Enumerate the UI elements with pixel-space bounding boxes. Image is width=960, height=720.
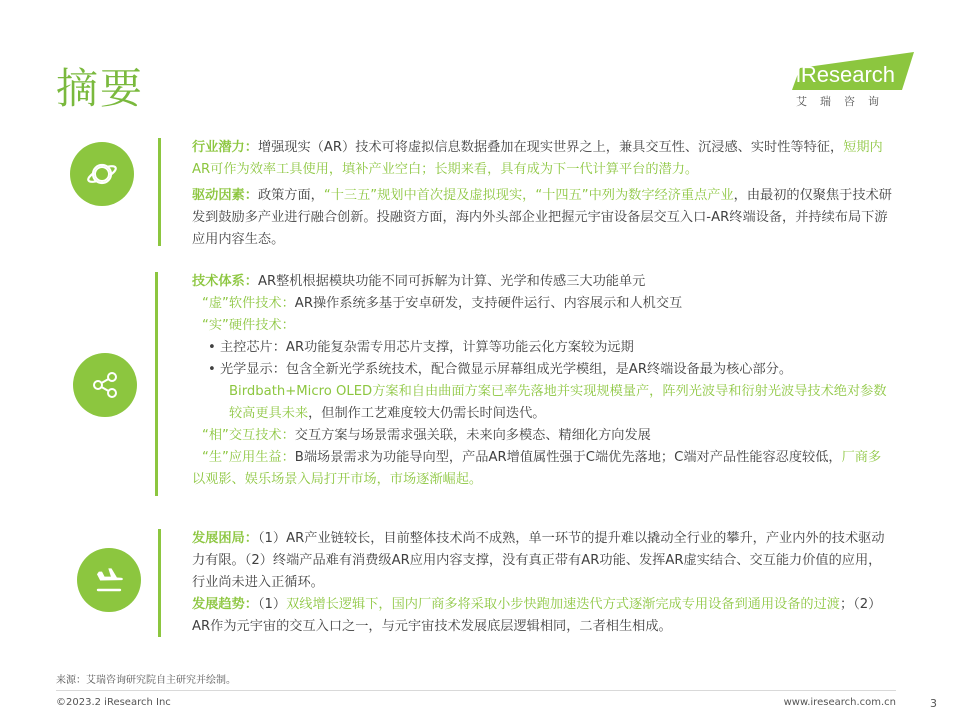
logo-subtitle: 艾瑞咨询: [796, 95, 892, 108]
development-dilemma-label: 发展困局：: [192, 531, 258, 546]
page-title: 摘要: [56, 64, 145, 113]
optical-display-detail: [192, 381, 892, 425]
interaction-tech-label: “相”交互技术：: [202, 428, 295, 443]
section2-divider: [155, 272, 158, 496]
application-tech: [192, 447, 892, 491]
main-chip-item: [202, 337, 892, 359]
optical-display-highlight: Birdbath+Micro OLED方案和自由曲面方案已率先落地并实现规模量产，阵列光波导和衍射光波导技术绝对参数较高更具未来: [229, 384, 887, 421]
development-trend-highlight: 双线增长逻辑下，国内厂商多将采取小步快跑加速迭代方式逐渐完成专用设备到通用设备的过渡: [286, 597, 840, 612]
development-trend: [192, 594, 892, 638]
bullet: •: [208, 362, 216, 377]
source-note: 来源：艾瑞咨询研究院自主研究并绘制。: [56, 675, 236, 686]
software-tech: [192, 293, 892, 315]
copyright: ©2023.2 iResearch Inc: [56, 697, 171, 708]
section1-icon-circle: [70, 142, 134, 206]
driving-factors: [192, 185, 892, 251]
page-number: 3: [930, 697, 937, 710]
website-link[interactable]: www.iresearch.com.cn: [783, 697, 896, 708]
section3-divider: [158, 529, 161, 637]
application-tech-highlight: 厂商多以观影、娱乐场景入局打开市场，市场逐渐崛起。: [192, 450, 882, 487]
optical-display-item: [202, 359, 892, 381]
optical-display-detail-text: ，但制作工艺难度较大仍需长时间迭代。: [308, 406, 546, 421]
airplane-landing-icon: [92, 563, 126, 597]
development-dilemma-text: （1）AR产业链较长，目前整体技术尚不成熟，单一环节的提升难以撬动全行业的攀升，产业内外的技术驱动力有限。（2）终端产品难有消费级AR应用内容支撑，没有真正带有AR功能、发挥AR虚实结合、交互能力价值的应用，行业尚未进入正循环。: [192, 531, 885, 590]
industry-potential-highlight: 短期内AR可作为效率工具使用，填补产业空白；长期来看，具有成为下一代计算平台的潜力。: [192, 140, 883, 177]
tech-system-label: 技术体系：: [192, 274, 258, 289]
planet-icon: [85, 157, 119, 191]
section1-text: [192, 137, 892, 251]
section3-text: [192, 528, 892, 638]
development-trend-label: 发展趋势：: [192, 597, 258, 612]
section2-text: [192, 271, 892, 491]
industry-potential-text: 增强现实（AR）技术可将虚拟信息数据叠加在现实世界之上，兼具交互性、沉浸感、实时性等特征，: [257, 140, 844, 155]
driving-factors-label: 驱动因素：: [192, 188, 258, 203]
interaction-tech-text: 交互方案与场景需求强关联，未来向多模态、精细化方向发展: [294, 428, 651, 443]
tech-system-text: AR整机根据模块功能不同可拆解为计算、光学和传感三大功能单元: [257, 274, 646, 289]
driving-factors-text1: 政策方面，: [257, 188, 324, 203]
driving-factors-text2: ，由最初的仅聚焦于技术研发到鼓励多产业进行融合创新。投融资方面，海内外头部企业把握元宇宙设备层交互入口-AR终端设备，并持续布局下游应用内容生态。: [192, 188, 892, 247]
share-icon: [88, 368, 122, 402]
development-trend-text1: （1）: [257, 597, 287, 612]
hardware-tech-label: “实”硬件技术：: [202, 318, 295, 333]
interaction-tech: [192, 425, 892, 447]
footer-divider: [56, 690, 896, 691]
software-tech-label: “虚”软件技术：: [202, 296, 295, 311]
development-dilemma: [192, 528, 892, 594]
logo-text: iResearch: [796, 62, 896, 87]
hardware-tech: [192, 315, 892, 337]
section3-icon-circle: [77, 548, 141, 612]
tech-system: [192, 271, 892, 293]
section2-icon-circle: [73, 353, 137, 417]
section1-divider: [158, 138, 161, 246]
driving-factors-highlight: “十三五”规划中首次提及虚拟现实，“十四五”中列为数字经济重点产业: [323, 188, 734, 203]
application-tech-label: “生”应用生益：: [202, 450, 295, 465]
industry-potential-label: 行业潜力：: [192, 140, 258, 155]
industry-potential: [192, 137, 892, 181]
main-chip-text: 主控芯片：AR功能复杂需专用芯片支撑，计算等功能云化方案较为远期: [220, 340, 634, 355]
development-trend-text2: ；（2）AR作为元宇宙的交互入口之一，与元宇宙技术发展底层逻辑相同，二者相生相成。: [192, 597, 882, 634]
optical-display-text: 光学显示：包含全新光学系统技术，配合微显示屏幕组成光学模组，是AR终端设备最为核心部分。: [220, 362, 793, 377]
application-tech-text: B端场景需求为功能导向型，产品AR增值属性强于C端优先落地；C端对产品性能容忍度较低，: [294, 450, 842, 465]
bullet: •: [208, 340, 216, 355]
software-tech-text: AR操作系统多基于安卓研发，支持硬件运行、内容展示和人机交互: [294, 296, 683, 311]
